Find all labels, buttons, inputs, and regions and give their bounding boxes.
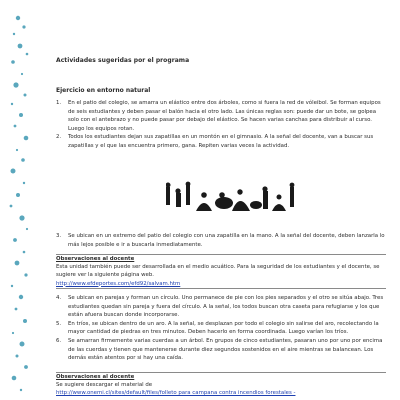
list-item — [56, 320, 386, 337]
list-item — [56, 133, 386, 150]
list-item — [56, 99, 386, 133]
teacher-notes-box-2 — [56, 372, 386, 398]
list-item — [56, 232, 386, 249]
notes-link[interactable]: http://www.efdeportes.com/efd92/salvam.htm — [56, 280, 181, 287]
children-silhouettes-illustration — [166, 181, 296, 213]
item-text: Se ubican en parejas y forman un círculo. Uno permanece de pie con los pies separados y el otro se sitúa abajo. Tres estudiantes quedan sin pareja y fuera del círculo. A la señal, los todos buscan otra caseta para refugiarse y los que están afuera buscan donde incorporarse. — [68, 295, 384, 319]
notes-link[interactable]: http://www.onemi.cl/sites/default/files/folleto para campana contra incendios forestales - — [56, 390, 296, 397]
teacher-notes-box — [56, 254, 386, 289]
item-number: 6. — [56, 337, 62, 344]
item-number: 1. — [56, 100, 62, 106]
activity-list-b — [56, 232, 386, 249]
item-number: 2. — [56, 134, 62, 141]
item-number: 3. — [56, 233, 62, 239]
list-item — [56, 294, 386, 320]
item-text: Se ubican en un extremo del patio del colegio con una zapatilla en la mano. A la señal del docente, deben lanzarla lo más lejos posible e ir a buscarla inmediatamente. — [68, 233, 385, 248]
notes-text: Se sugiere descargar el material de — [56, 382, 153, 389]
activity-list-a — [56, 99, 386, 151]
item-text: Se amarran firmemente varias cuerdas a un árbol. En grupos de cinco estudiantes, pasaran uno por uno por encima de las cuerdas y tienen que mantenerse durante diez segundos sostenidos en el aire mientras se balancean. Los demás están atentos por si hay una caída. — [68, 337, 383, 362]
item-text: Todos los estudiantes dejan sus zapatillas en un montón en el gimnasio. A la señal del docente, van a buscar sus zapatillas y el que las encuentra primero, gana. Repiten varias veces la actividad. — [68, 134, 374, 149]
item-text: En el patio del colegio, se amarra un elástico entre dos árboles, como si fuera la red de vóleibol. Se forman equipos de seis estudiantes y deben pasar el balón hacia el otro lado. Las únicas reglas son: puede dar un bote, se golpea solo con el antebrazo y no puede pasar por debajo del elástico. Se hacen varias canchas para distribuir al curso. Luego los equipos rotan. — [68, 100, 381, 132]
notes-heading: Observaciones al docente — [56, 374, 135, 380]
section-title: Actividades sugeridas por el programa — [56, 57, 190, 64]
item-number: 4. — [56, 295, 62, 301]
list-item — [56, 337, 386, 363]
item-number: 5. — [56, 320, 62, 327]
exercise-subtitle: Ejercicio en entorno natural — [56, 87, 151, 94]
activity-list-c — [56, 294, 386, 363]
notes-heading: Observaciones al docente — [56, 256, 135, 262]
item-text: En tríos, se ubican dentro de un aro. A la señal, se desplazan por todo el colegio sin salirse del aro, recolectando la mayor cantidad de piedras en tres minutos. Deben hacerlo en forma coordinada. Luego varían los tríos. — [68, 320, 379, 336]
decorative-dot-border — [0, 0, 40, 400]
notes-text: Esta unidad también puede ser desarrollada en el medio acuático. Para la seguridad de los estudiantes y el docente, se sugiere ver la siguiente página web. — [56, 264, 380, 279]
